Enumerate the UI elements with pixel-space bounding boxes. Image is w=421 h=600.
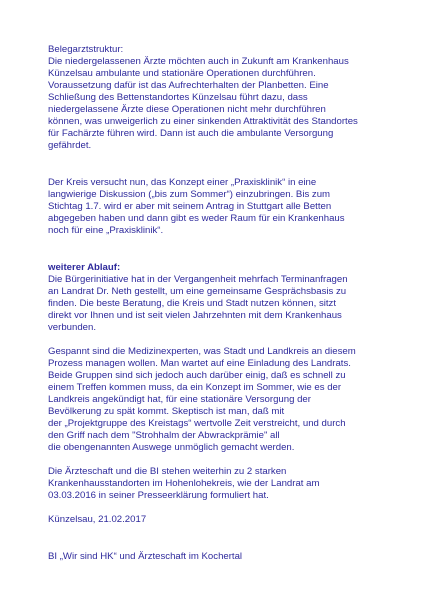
spacer (48, 526, 388, 551)
spacer (48, 502, 388, 514)
paragraph-aerzteschaft: Die Ärzteschaft und die BI stehen weiterhin zu 2 starken Krankenhausstandorten im Hohenlohekreis, wie der Landrat am 03.03.2016 in seiner Presseerklärung formuliert hat. (48, 466, 320, 501)
document-page (48, 44, 388, 563)
spacer (48, 152, 388, 177)
section-heading-weiterer-ablauf: weiterer Ablauf: (48, 262, 121, 273)
section-heading-belegarztstruktur: Belegarztstruktur: (48, 44, 124, 55)
signature: BI „Wir sind HK“ und Ärzteschaft im Kochertal (48, 551, 243, 562)
paragraph-medizinexperten: Gespannt sind die Medizinexperten, was Stadt und Landkreis an diesem Prozess managen wollen. Man wartet auf eine Einladung des Landrats. Beide Gruppen sind sich jedoch auch darüber einig, daß es schnell zu einem Treffen kommen muss, da ein Konzept im Sommer, wie es der Landkreis angekündigt hat, für eine stationäre Versorgung der Bevölkerung zu spät kommt. Skeptisch ist man, daß mit der „Projektgruppe des Kreistags“ wertvolle Zeit verstreicht, und durch den Griff nach dem "Strohhalm der Abwrackprämie" all die obengenannten Auswege unmöglich gemacht werden. (48, 346, 356, 453)
paragraph-buergerinitiative: Die Bürgerinitiative hat in der Vergangenheit mehrfach Terminanfragen an Landrat Dr. Neth gestellt, um eine gemeinsame Gesprächsbasis zu finden. Die beste Beratung, die Kreis und Stadt nutzen können, sitzt direkt vor Ihnen und ist seit vielen Jahrzehnten mit dem Krankenhaus verbunden. (48, 274, 348, 333)
place-date: Künzelsau, 21.02.2017 (48, 514, 147, 525)
paragraph-belegarztstruktur: Die niedergelassenen Ärzte möchten auch in Zukunft am Krankenhaus Künzelsau ambulante und stationäre Operationen durchführen. Voraussetzung dafür ist das Aufrechterhalten der Planbetten. Eine Schließung des Bettenstandortes Künzelsau führt dazu, dass niedergelassene Ärzte diese Operationen nicht mehr durchführen können, was unweigerlich zu einer sinkenden Attraktivität des Standortes für Fachärzte führen wird. Dann ist auch die ambulante Versorgung gefährdet. (48, 56, 358, 151)
spacer (48, 334, 388, 346)
spacer (48, 237, 388, 262)
paragraph-praxisklinik: Der Kreis versucht nun, das Konzept einer „Praxisklinik“ in eine langwierige Diskussion („bis zum Sommer“) einzubringen. Bis zum Stichtag 1.7. wird er aber mit seinem Antrag in Stuttgart alle Betten abgegeben haben und dann gibt es weder Raum für ein Krankenhaus noch für eine „Praxisklinik“. (48, 177, 345, 236)
spacer (48, 454, 388, 466)
